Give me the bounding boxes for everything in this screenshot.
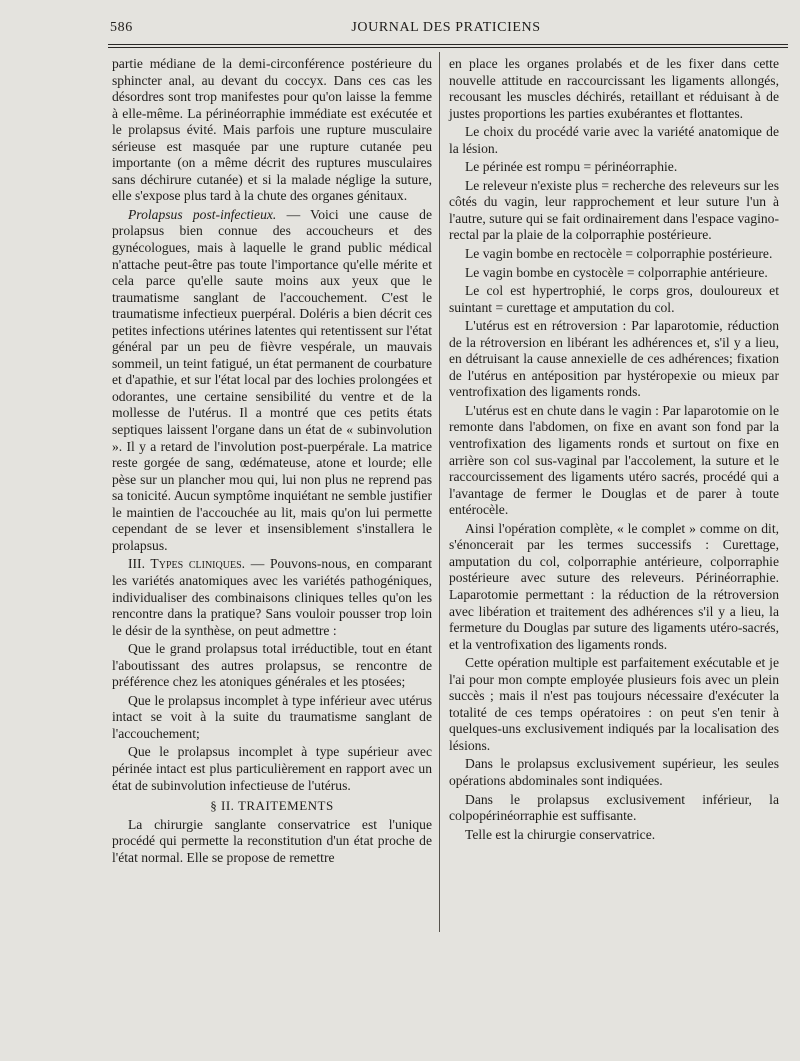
paragraph: Dans le prolapsus exclusivement inférieur, la colpopérinéorraphie est suffisante. [449,791,779,824]
column-divider [439,52,440,932]
paragraph [112,207,432,554]
paragraph: Le périnée est rompu = périnéorraphie. [465,159,678,175]
section-number-heading: III. Types cliniques. [128,556,246,572]
paragraph: Cette opération multiple est parfaitement exécutable et je l'ai pour mon compte employée plusieurs fois avec un plein succès ; mais il n'est pas toujours nécessaire d'exécuter la totalité de ces temps opératoires : on peut s'en tenir à quelques-uns exclusivement indiqués par la localisation des lésions. [449,655,779,753]
paragraph: Le vagin bombe en rectocèle = colporraphie postérieure. [465,246,773,262]
paragraph: partie médiane de la demi-circonférence postérieure du sphincter anal, au devant du coccyx. Dans ces cas les désordres sont trop manifestes pour qu'on laisse la femme à elle-même. La périnéorraphie immédiate est exécutée et le prolapsus évité. Mais parfois une rupture musculaire sérieuse est masquée par une rupture cutanée peu importante (on a même décrit des ruptures musculaires sans déchirure cutanée) et si la malade néglige la suture, elle s'expose plus tard à la chute des organes génitaux. [112,56,432,204]
paragraph-body: — Voici une cause de prolapsus bien connue des accoucheurs et des gynécologues, mais à laquelle le grand public médical n'attache peut-être pas toute l'importance qu'elle mérite et cela parce qu'elle saute moins aux yeux que le traumatisme sanglant de l'accouchement. C'est le traumatisme infectieux puerpéral. Doléris a bien décrit ces petites infections utérines latentes qui retentissent sur l'état général par un peu de fièvre vespérale, un mauvais sommeil, un teint fatigué, un état permanent de courbature et d'apathie, et sur l'état local par des lochies prolongées et odorantes, une certaine sensibilité du ventre et de la mollesse de l'utérus. Il a montré que ces petits états septiques laissent l'organe dans un état de « subinvolution ». Il y a retard de l'involution post-puerpérale. La matrice reste gorgée de sang, œdémateuse, atone et lourde; elle pèse sur un plancher mou qui, lui non plus ne reprend pas sa tonicité. Aucun symptôme inquiétant ne semble justifier le maintien de l'accouchée au lit, mais qu'on lui permette cependant de se lever et insensiblement s'installera le prolapsus. [112,206,433,553]
journal-title: JOURNAL DES PRATICIENS [351,20,541,35]
section-heading: § II. TRAITEMENTS [210,798,334,814]
header-rule [108,44,788,45]
paragraph: La chirurgie sanglante conservatrice est l'unique procédé qui permette la reconstitution d'un état proche de l'état normal. Elle se propose de remettre [112,816,432,865]
paragraph: Le choix du procédé varie avec la variété anatomique de la lésion. [449,124,779,156]
paragraph-body: — Pouvons-nous, en comparant les variétés anatomiques avec les variétés pathogéniques, individualiser des combinaisons cliniques telles qu'on les rencontre dans la pratique? Sans vouloir pousser trop loin le désir de la synthèse, on peut admettre : [112,556,432,638]
paragraph: Que le prolapsus incomplet à type inférieur avec utérus intact se voit à la suite du traumatisme sanglant de l'accouchement; [112,692,432,741]
paragraph [112,556,432,639]
paragraph: Que le prolapsus incomplet à type supérieur avec périnée intact est plus particulièrement en rapport avec un état de subinvolution infectieuse de l'utérus. [112,744,432,793]
header-rule-secondary [108,47,788,48]
paragraph: Ainsi l'opération complète, « le complet » comme on dit, s'énoncerait par les termes successifs : Curettage, amputation du col, colporraphie antérieure, colporraphie postérieure avec suture des releveurs. Périnéorraphie. Laparotomie permettant : la réduction de la rétroversion avec libération et traitement des adhérences s'il y a lieu, la fermeture du Douglas par suture des ligaments utéro-sacrés, et la ventrofixation des ligaments ronds. [449,520,779,652]
paragraph: L'utérus est en rétroversion : Par laparotomie, réduction de la rétroversion en libérant les adhérences et, s'il y a lieu, en détruisant la cause annexielle de ces adhérences; fixation de l'utérus en antéposition par hystéropexie ou mieux par ventrofixation des ligaments ronds. [449,318,779,400]
paragraph: Le releveur n'existe plus = recherche des releveurs sur les côtés du vagin, leur rapprochement et leur suture l'un à l'autre, suture qui se fait ordinairement dans l'espace vagino-rectal par la plaie de la colporraphie postérieure. [449,177,779,243]
paragraph: Le col est hypertrophié, le corps gros, douloureux et suintant = curettage et amputation du col. [449,283,779,315]
left-column [112,56,432,868]
paragraph: Le vagin bombe en cystocèle = colporraphie antérieure. [465,264,768,280]
paragraph: Dans le prolapsus exclusivement supérieur, les seules opérations abdominales sont indiquées. [449,756,779,788]
running-header [110,20,782,42]
paragraph: L'utérus est en chute dans le vagin : Par laparotomie on le remonte dans l'abdomen, on fixe en avant son fond par la ventrofixation des ligaments ronds et surtout on fixe en arrière son col sus-vaginal par l'accolement, la suture et le raccourcissement des ligaments utéro sacrés, procédé qui a l'avantage de fermer le Douglas et de parer à toute entérocèle. [449,402,779,518]
run-in-heading: Prolapsus post-infectieux. [128,206,277,222]
paragraph: Que le grand prolapsus total irréductible, tout en étant l'aboutissant des autres prolapsus, se rencontre de préférence chez les atoniques générales et les ptosées; [112,641,432,690]
page-number: 586 [110,20,133,35]
right-column [449,56,779,845]
paragraph: Telle est la chirurgie conservatrice. [465,826,656,842]
paragraph: en place les organes prolabés et de les fixer dans cette nouvelle attitude en raccourcissant les ligaments allongés, recousant les muscles déchirés, retaillant et réduisant à de justes proportions les parties exubérantes et flottantes. [449,56,779,121]
